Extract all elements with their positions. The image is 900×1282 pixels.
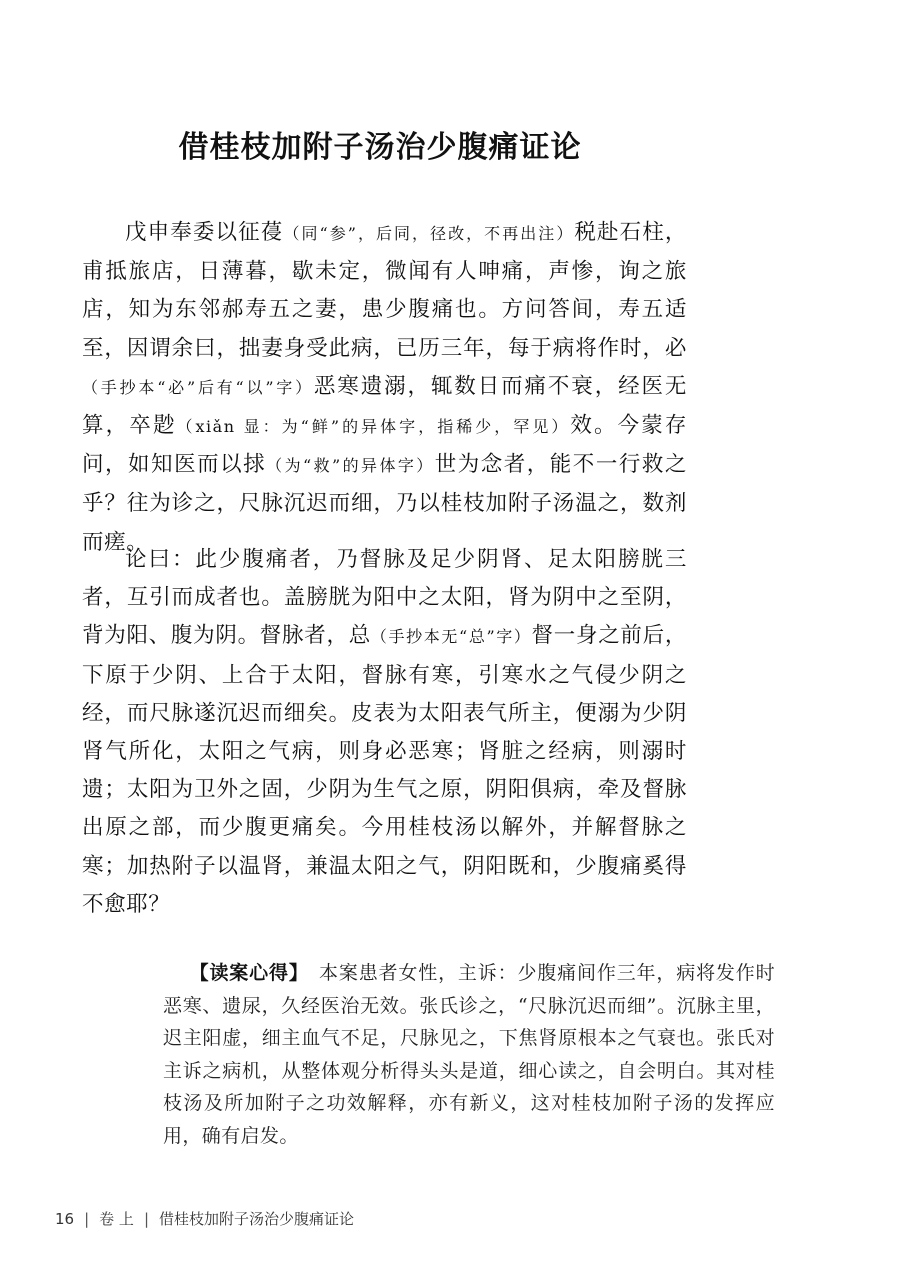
page-footer: [55, 1208, 354, 1229]
annotation-note: （xiǎn 显：为“鲜”的异体字，指稀少，罕见）: [176, 417, 571, 437]
reading-notes: [163, 957, 775, 1153]
reading-notes-heading: 【读案心得】: [189, 962, 309, 984]
running-title: 借桂枝加附子汤治少腹痛证论: [159, 1210, 355, 1228]
discussion-text-1: 论曰：此少腹痛者，乃督脉及足少阴肾、足太阳膀胱三者，互引而成者也。盖膀胱为阳中之太阳，肾为阴中之至阴，背为阳、腹为阴。督脉者，总: [82, 547, 687, 649]
case-text-1: 戊申奉委以征葠: [125, 220, 284, 245]
footer-divider: |: [143, 1210, 149, 1228]
case-paragraph: [82, 214, 687, 562]
volume-label: 卷 上: [99, 1210, 134, 1228]
case-record: [82, 214, 687, 575]
case-text-3: 恶寒遗溺，辄数日而痛不衰，经医无算，卒尟: [82, 373, 687, 439]
footer-divider: |: [84, 1210, 90, 1228]
reading-notes-text: 本案患者女性，主诉：少腹痛间作三年，病将发作时恶寒、遗尿，久经医治无效。张氏诊之，“尺脉沉迟而细”。沉脉主里，迟主阳虚，细主血气不足，尺脉见之，下焦肾原根本之气衰也。张氏对主诉之病机，从整体观分析得头头是道，细心读之，自会明白。其对桂枝汤及所加附子之功效解释，亦有新义，这对桂枝加附子汤的发挥应用，确有启发。: [163, 962, 776, 1147]
annotation-note: （手抄本“必”后有“以”字）: [82, 377, 314, 397]
annotation-note: （为“救”的异体字）: [266, 456, 435, 476]
case-text-5: 世为念者，能不一行救之乎？往为诊之，尺脉沉迟而细，乃以桂枝加附子汤温之，数剂而瘥。: [82, 452, 687, 555]
discussion: [82, 541, 687, 937]
annotation-note: （同“参”，后同，径改，不再出注）: [283, 224, 575, 243]
discussion-paragraph: [82, 541, 687, 924]
case-text-4: 效。今蒙存问，如知医而以捄: [82, 413, 687, 478]
annotation-note: （手抄本无“总”字）: [370, 627, 532, 647]
reading-notes-paragraph: [163, 957, 775, 1153]
page-number: 16: [55, 1210, 75, 1228]
case-text-2: 税赴石柱，甫抵旅店，日薄暮，歇未定，微闻有人呻痛，声惨，询之旅店，知为东邻郝寿五之妻，患少腹痛也。方问答间，寿五适至，因谓余曰，拙妻身受此病，已历三年，每于病将作时，必: [82, 220, 687, 361]
discussion-text-2: 督一身之前后，下原于少阴、上合于太阳，督脉有寒，引寒水之气侵少阴之经，而尺脉遂沉迟而细矣。皮表为太阳表气所主，便溺为少阴肾气所化，太阳之气病，则身必恶寒；肾脏之经病，则溺时遗；太阳为卫外之固，少阴为生气之原，阴阳俱病，牵及督脉出原之部，而少腹更痛矣。今用桂枝汤以解外，并解督脉之寒；加热附子以温肾，兼温太阳之气，阴阳既和，少腹痛奚得不愈耶？: [82, 623, 687, 917]
article-title: 借桂枝加附子汤治少腹痛证论: [178, 130, 582, 166]
